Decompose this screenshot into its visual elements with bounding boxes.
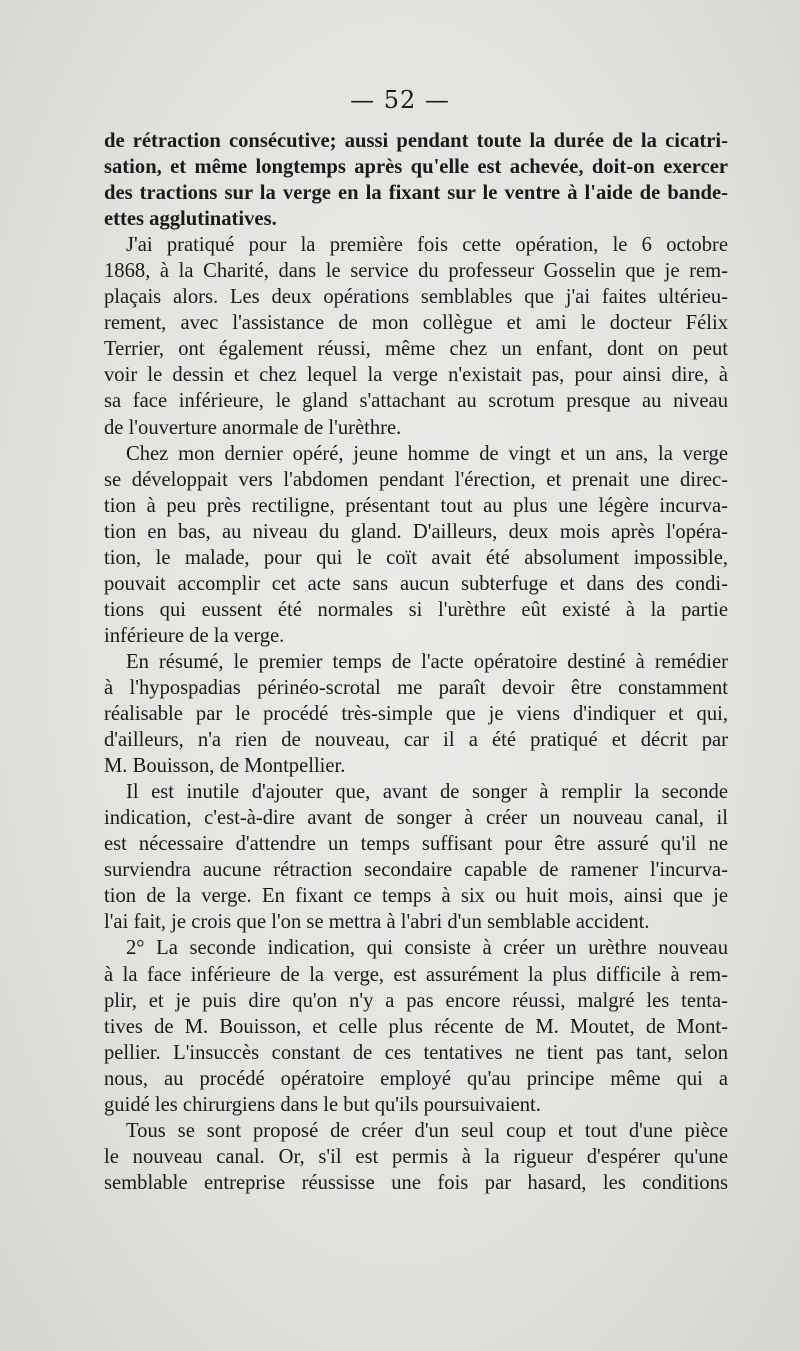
text-line: sation, et même longtemps après qu'elle est achevée, doit-on exercer <box>104 156 728 179</box>
text-line: Chez mon dernier opéré, jeune homme de vingt et un ans, la verge <box>126 442 728 465</box>
text-line: tion en bas, au niveau du gland. D'ailleurs, deux mois après l'opéra- <box>104 520 728 543</box>
text-line: tions qui eussent été normales si l'urèthre eût existé à la partie <box>104 598 728 621</box>
text-line: sa face inférieure, le gland s'attachant au scrotum presque au niveau <box>104 390 728 413</box>
text-line: inférieure de la verge. <box>104 624 285 647</box>
text-line: pouvait accomplir cet acte sans aucun subterfuge et dans des condi- <box>104 572 728 595</box>
text-line: semblable entreprise réussisse une fois par hasard, les conditions <box>104 1171 728 1194</box>
paragraph <box>104 935 728 1117</box>
paragraph <box>104 441 728 649</box>
paragraph <box>104 128 728 232</box>
text-line: 1868, à la Charité, dans le service du professeur Gosselin que je rem- <box>104 260 728 283</box>
text-line: 2° La seconde indication, qui consiste à créer un urèthre nouveau <box>126 937 728 960</box>
text-line: à l'hypospadias périnéo-scrotal me paraît devoir être constamment <box>104 676 728 699</box>
text-line: de rétraction consécutive; aussi pendant toute la durée de la cicatri- <box>104 130 728 152</box>
text-line: des tractions sur la verge en la fixant sur le ventre à l'aide de bande- <box>104 182 728 205</box>
text-line: Tous se sont proposé de créer d'un seul coup et tout d'une pièce <box>126 1119 728 1142</box>
text-line: ettes agglutinatives. <box>104 208 277 231</box>
text-line: à la face inférieure de la verge, est assurément la plus difficile à rem- <box>104 963 728 986</box>
text-line: En résumé, le premier temps de l'acte opératoire destiné à remédier <box>126 650 728 673</box>
body-text <box>104 128 728 1196</box>
text-line: plaçais alors. Les deux opérations semblables que j'ai faites ultérieu- <box>104 286 728 309</box>
text-line: tives de M. Bouisson, et celle plus récente de M. Moutet, de Mont- <box>104 1015 728 1038</box>
paragraph <box>104 232 728 440</box>
text-line: J'ai pratiqué pour la première fois cette opération, le 6 octobre <box>126 234 728 257</box>
paragraph <box>104 1118 728 1196</box>
text-line: Terrier, ont également réussi, même chez un enfant, dont on peut <box>104 338 728 361</box>
text-line: est nécessaire d'attendre un temps suffisant pour être assuré qu'il ne <box>104 833 728 856</box>
text-line: rement, avec l'assistance de mon collègue et ami le docteur Félix <box>104 312 728 335</box>
paragraph <box>104 649 728 779</box>
text-line: Il est inutile d'ajouter que, avant de songer à remplir la seconde <box>126 781 728 804</box>
text-line: guidé les chirurgiens dans le but qu'ils poursuivaient. <box>104 1093 541 1116</box>
text-line: indication, c'est-à-dire avant de songer à créer un nouveau canal, il <box>104 807 728 830</box>
text-line: surviendra aucune rétraction secondaire capable de ramener l'incurva- <box>104 859 728 882</box>
text-line: tion de la verge. En fixant ce temps à six ou huit mois, ainsi que je <box>104 885 728 908</box>
text-line: le nouveau canal. Or, s'il est permis à la rigueur d'espérer qu'une <box>104 1145 728 1168</box>
page-number: — 52 — <box>350 86 450 114</box>
text-line: réalisable par le procédé très-simple que je viens d'indiquer et qui, <box>104 703 728 726</box>
text-line: nous, au procédé opératoire employé qu'au principe même qui a <box>104 1067 728 1090</box>
text-line: voir le dessin et chez lequel la verge n'existait pas, pour ainsi dire, à <box>104 364 728 387</box>
text-line: se développait vers l'abdomen pendant l'érection, et prenait une direc- <box>104 468 728 491</box>
text-line: d'ailleurs, n'a rien de nouveau, car il a été pratiqué et décrit par <box>104 729 728 752</box>
text-line: l'ai fait, je crois que l'on se mettra à l'abri d'un semblable accident. <box>104 911 650 934</box>
text-line: pellier. L'insuccès constant de ces tentatives ne tient pas tant, selon <box>104 1041 728 1064</box>
text-line: tion, le malade, pour qui le coït avait été absolument impossible, <box>104 546 728 569</box>
text-line: M. Bouisson, de Montpellier. <box>104 755 346 778</box>
text-line: plir, et je puis dire qu'on n'y a pas encore réussi, malgré les tenta- <box>104 989 728 1012</box>
paragraph <box>104 779 728 935</box>
text-line: de l'ouverture anormale de l'urèthre. <box>104 416 402 439</box>
text-line: tion à peu près rectiligne, présentant tout au plus une légère incurva- <box>104 494 728 517</box>
